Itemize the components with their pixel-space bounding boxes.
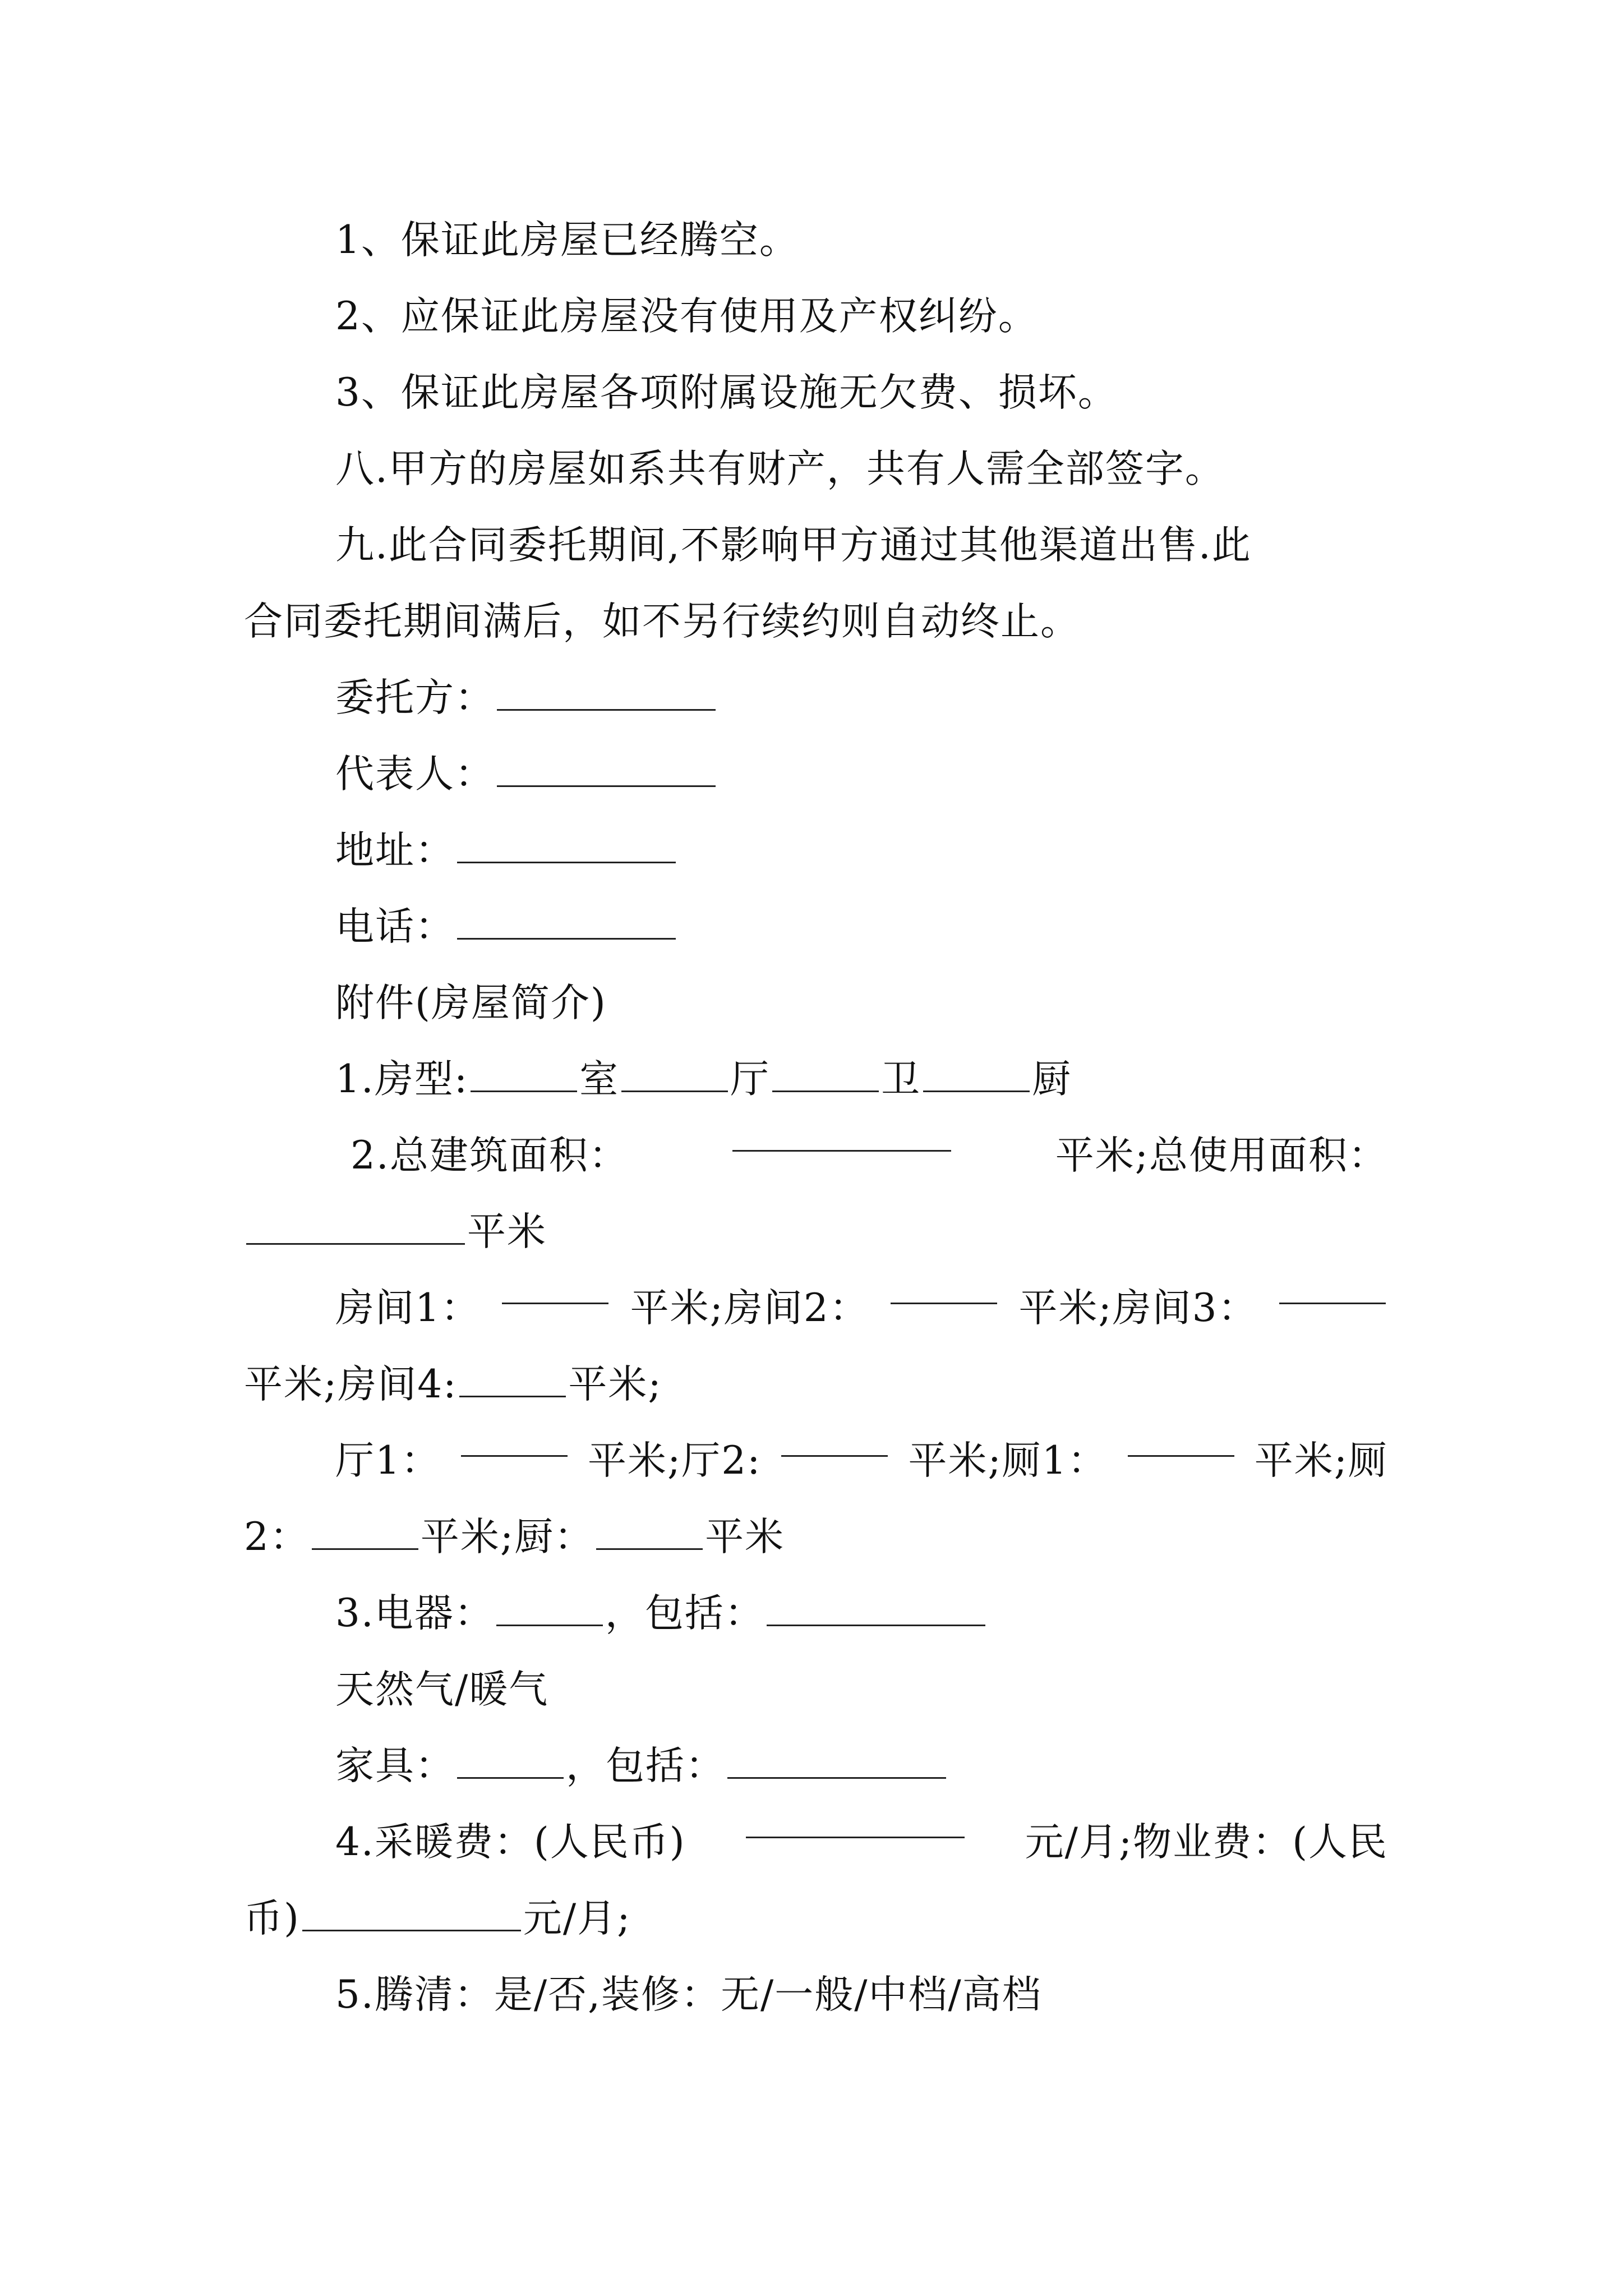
clause-3-text: 3、保证此房屋各项附属设施无欠费、损坏。 [335, 370, 1118, 415]
heating-fee-blank [746, 1804, 965, 1838]
furniture-include-label: ，包括： [566, 1743, 725, 1788]
room1-blank [502, 1270, 608, 1304]
toilet1-blank [1128, 1423, 1234, 1457]
halls-area-line-2 [244, 1499, 1388, 1575]
rooms-area-line-1 [244, 1270, 1388, 1346]
room2-blank [891, 1270, 997, 1304]
principal-label: 委托方： [335, 675, 495, 720]
property-fee-currency: 币) [244, 1896, 300, 1941]
baths-unit: 卫 [881, 1057, 921, 1102]
appliances-include-blank [767, 1592, 985, 1626]
address-field [244, 812, 1388, 889]
furniture-include-blank [727, 1745, 946, 1779]
section-9-text-1: 九.此合同委托期间,不影响甲方通过其他渠道出售.此 [335, 523, 1252, 568]
furniture-blank [457, 1745, 564, 1779]
representative-blank [497, 753, 716, 787]
usable-area-blank [246, 1211, 465, 1245]
representative-label: 代表人： [335, 752, 495, 797]
area-field [244, 1117, 1388, 1194]
hall2-label: 平米;厅2: [588, 1438, 762, 1483]
clause-2 [244, 278, 1388, 355]
clause-1-text: 1、保证此房屋已经腾空。 [335, 218, 799, 263]
document-body [244, 202, 1388, 2033]
hall1-blank [461, 1423, 568, 1457]
section-8 [244, 431, 1388, 507]
address-label: 地址： [335, 828, 455, 873]
phone-blank [457, 905, 676, 940]
toilet2-number: 2： [244, 1515, 310, 1559]
property-fee-blank [302, 1897, 521, 1931]
baths-blank [772, 1058, 879, 1092]
halls-unit: 厅 [730, 1057, 771, 1102]
section-9-text-2: 合同委托期间满后，如不另行续约则自动终止。 [244, 599, 1080, 644]
gas-heating-line [244, 1651, 1388, 1728]
fees-line-1 [244, 1804, 1388, 1880]
room3-label: 平米;房间3： [1018, 1286, 1258, 1331]
appliances-include-label: ，包括： [605, 1591, 764, 1636]
layout-label: 1.房型: [335, 1057, 469, 1102]
toilet2-label: 平米;厕 [1254, 1438, 1388, 1483]
room1-label: 房间1： [335, 1286, 481, 1331]
rooms-area-line-2 [244, 1346, 1388, 1423]
heating-fee-label: 4.采暖费：(人民币) [335, 1820, 686, 1865]
usable-area-line [244, 1194, 1388, 1270]
clause-1 [244, 202, 1388, 278]
halls-area-line-1 [244, 1423, 1388, 1499]
usable-area-unit: 平米 [467, 1209, 547, 1254]
usable-area-label: 平米;总使用面积： [1055, 1133, 1388, 1178]
kitchen-unit: 平米 [705, 1515, 785, 1559]
kitchens-unit: 厨 [1032, 1057, 1072, 1102]
rooms-blank [471, 1058, 577, 1092]
principal-blank [497, 677, 716, 711]
appliances-blank [496, 1592, 603, 1626]
layout-field [244, 1041, 1388, 1117]
section-9-line-1 [244, 507, 1388, 583]
attachment-heading [244, 965, 1388, 1041]
section-8-text: 八.甲方的房屋如系共有财产，共有人需全部签字。 [335, 447, 1225, 491]
clause-3 [244, 355, 1388, 431]
hall1-label: 厅1： [335, 1438, 441, 1483]
representative-field [244, 736, 1388, 812]
furniture-label: 家具： [335, 1743, 455, 1788]
kitchen-blank [596, 1516, 703, 1550]
gas-heating-text: 天然气/暖气 [335, 1667, 549, 1712]
total-area-blank [732, 1117, 951, 1152]
vacancy-decoration-line [244, 1957, 1388, 2033]
attachment-heading-text: 附件(房屋简介) [335, 981, 607, 1025]
phone-field [244, 889, 1388, 965]
hall2-blank [781, 1423, 888, 1457]
phone-label: 电话： [335, 904, 455, 949]
toilet2-blank [312, 1516, 418, 1550]
appliances-field [244, 1575, 1388, 1651]
principal-field [244, 660, 1388, 736]
property-fee-label: 元/月;物业费：(人民 [1025, 1820, 1388, 1865]
room4-label: 平米;房间4: [244, 1362, 458, 1407]
room2-label: 平米;房间2： [630, 1286, 869, 1331]
fees-line-2 [244, 1880, 1388, 1957]
appliances-label: 3.电器： [335, 1591, 494, 1636]
toilet1-label: 平米;厕1： [908, 1438, 1108, 1483]
kitchens-blank [923, 1058, 1030, 1092]
kitchen-label: 平米;厨： [420, 1515, 594, 1559]
rooms-unit: 室 [579, 1057, 620, 1102]
halls-blank [621, 1058, 728, 1092]
section-9-line-2 [244, 583, 1388, 660]
address-blank [457, 829, 676, 863]
room3-blank [1279, 1270, 1386, 1304]
room4-blank [459, 1363, 566, 1397]
furniture-field [244, 1728, 1388, 1804]
vacancy-decoration-text: 5.腾清：是/否,装修：无/一般/中档/高档 [335, 1972, 1042, 2017]
room4-unit: 平米; [568, 1362, 662, 1407]
total-area-label: 2.总建筑面积： [351, 1133, 629, 1178]
clause-2-text: 2、应保证此房屋没有使用及产权纠纷。 [335, 294, 1038, 339]
property-fee-unit: 元/月; [523, 1896, 631, 1941]
